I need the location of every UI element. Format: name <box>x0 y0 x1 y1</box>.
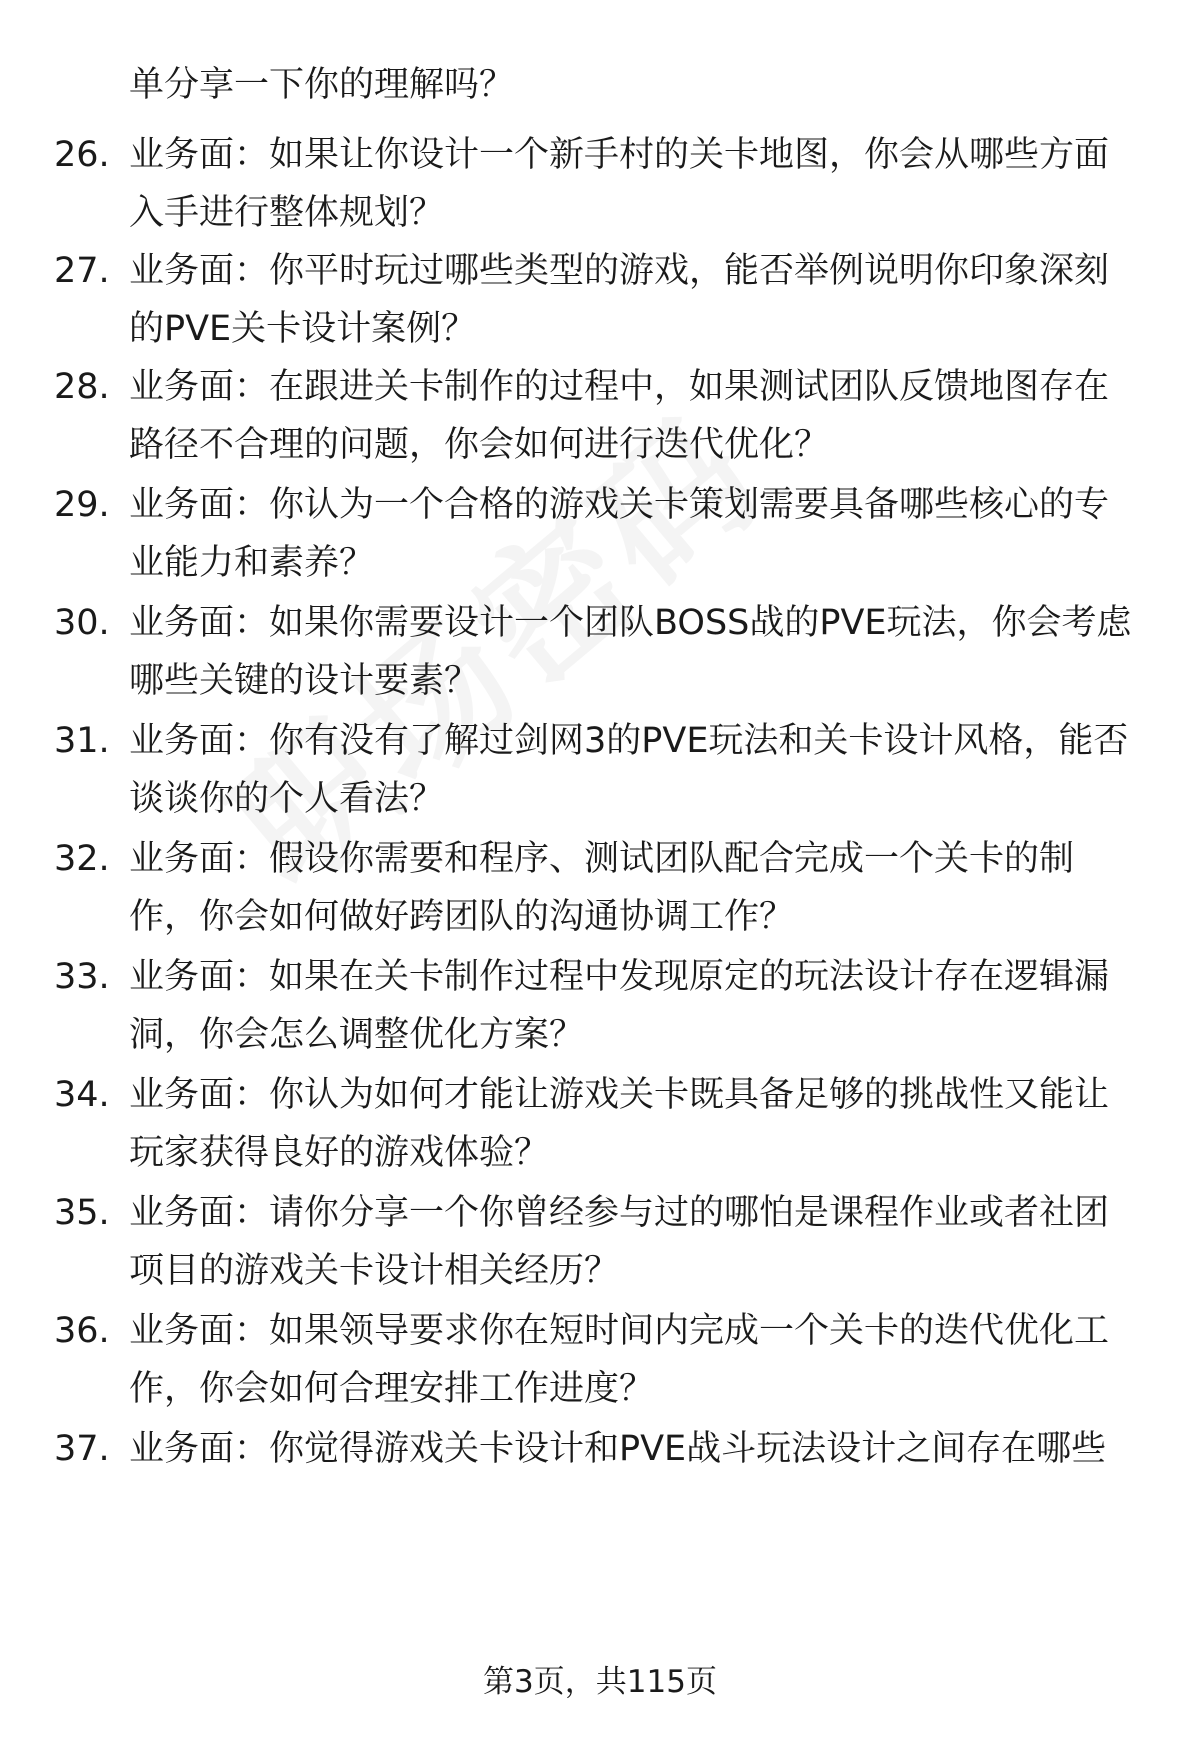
question-line: 入手进行整体规划？ <box>129 193 445 233</box>
question-number: 26. <box>54 135 110 175</box>
question-number: 28. <box>54 367 110 407</box>
question-text <box>129 948 1149 1064</box>
question-number: 33. <box>54 957 110 997</box>
question-line: 业务面：假设你需要和程序、测试团队配合完成一个关卡的制 <box>129 839 1075 879</box>
question-number: 32. <box>54 839 110 879</box>
question-text <box>129 594 1149 710</box>
question-number: 31. <box>54 721 110 761</box>
question-number: 36. <box>54 1311 110 1351</box>
question-line: 项目的游戏关卡设计相关经历？ <box>129 1251 620 1291</box>
question-text <box>129 1184 1149 1300</box>
question-line: 业务面：请你分享一个你曾经参与过的哪怕是课程作业或者社团 <box>129 1193 1110 1233</box>
question-text <box>129 1066 1149 1182</box>
question-line: 业务面：你认为如何才能让游戏关卡既具备足够的挑战性又能让 <box>129 1075 1110 1115</box>
question-number: 35. <box>54 1193 110 1233</box>
question-line: 业务面：如果在关卡制作过程中发现原定的玩法设计存在逻辑漏 <box>129 957 1110 997</box>
question-number: 27. <box>54 251 110 291</box>
question-line: 业务面：如果让你设计一个新手村的关卡地图，你会从哪些方面 <box>129 135 1110 175</box>
question-number: 37. <box>54 1429 110 1469</box>
question-line: 业务面：你觉得游戏关卡设计和PVE战斗玩法设计之间存在哪些 <box>129 1429 1107 1469</box>
question-line: 业务面：你认为一个合格的游戏关卡策划需要具备哪些核心的专 <box>129 485 1110 525</box>
question-text <box>129 476 1149 592</box>
question-number: 30. <box>54 603 110 643</box>
question-text <box>129 358 1149 474</box>
question-line: 路径不合理的问题，你会如何进行迭代优化？ <box>129 425 830 465</box>
question-line: 业务面：在跟进关卡制作的过程中，如果测试团队反馈地图存在 <box>129 367 1110 407</box>
question-line: 哪些关键的设计要素？ <box>129 661 480 701</box>
page-footer: 第3页，共115页 <box>483 1664 717 1700</box>
question-line: 谈谈你的个人看法？ <box>129 779 445 819</box>
question-text <box>129 1420 1149 1478</box>
question-line: 业务面：你有没有了解过剑网3的PVE玩法和关卡设计风格，能否 <box>129 721 1129 761</box>
question-line: 玩家获得良好的游戏体验？ <box>129 1133 550 1173</box>
question-line: 业务面：你平时玩过哪些类型的游戏，能否举例说明你印象深刻 <box>129 251 1110 291</box>
question-number: 34. <box>54 1075 110 1115</box>
question-line: 作，你会如何做好跨团队的沟通协调工作？ <box>129 897 795 937</box>
question-text <box>129 126 1149 242</box>
question-number: 29. <box>54 485 110 525</box>
question-line: 的PVE关卡设计案例？ <box>129 309 477 349</box>
question-text <box>129 242 1149 358</box>
question-line: 业能力和素养？ <box>129 543 375 583</box>
continuation-text: 单分享一下你的理解吗？ <box>129 65 515 105</box>
question-line: 业务面：如果领导要求你在短时间内完成一个关卡的迭代优化工 <box>129 1311 1110 1351</box>
question-text <box>129 712 1149 828</box>
question-line: 业务面：如果你需要设计一个团队BOSS战的PVE玩法，你会考虑 <box>129 603 1132 643</box>
question-text <box>129 1302 1149 1418</box>
question-text <box>129 830 1149 946</box>
question-line: 作，你会如何合理安排工作进度？ <box>129 1369 655 1409</box>
question-line: 洞，你会怎么调整优化方案？ <box>129 1015 585 1055</box>
